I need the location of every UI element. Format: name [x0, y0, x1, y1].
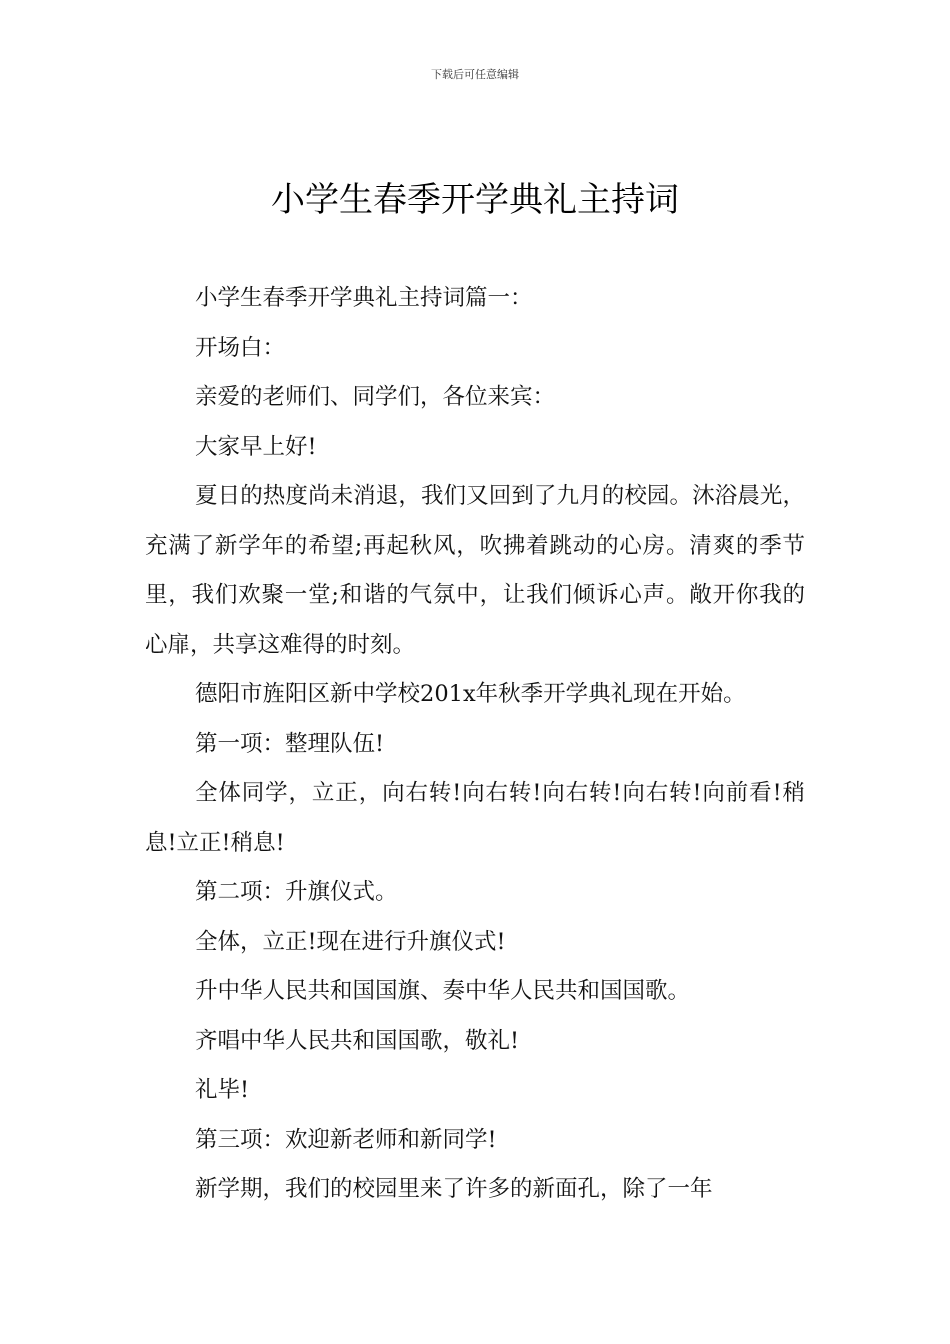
- paragraph-heading: 小学生春季开学典礼主持词篇一：: [195, 285, 533, 311]
- paragraph-item-one: 第一项：整理队伍!: [195, 730, 385, 757]
- paragraph-new-semester: 新学期，我们的校园里来了许多的新面孔，除了一年: [195, 1176, 713, 1202]
- page-header: 下载后可任意编辑: [431, 68, 519, 81]
- paragraph-drill: 全体同学，立正，向右转!向右转!向右转!向右转!向前看!稍息!立正!稍息!: [145, 780, 805, 856]
- paragraph-item-three: 第三项：欢迎新老师和新同学!: [195, 1126, 497, 1153]
- paragraph-opening: 开场白：: [195, 334, 286, 361]
- paragraph-summer: 夏日的热度尚未消退，我们又回到了九月的校园。沐浴晨光，充满了新学年的希望;再起秋风，吹拂着跳动的心房。清爽的季节里，我们欢聚一堂;和谐的气氛中，让我们倾诉心声。敞开你我的心扉，共享这难得的时刻。: [145, 483, 805, 658]
- paragraph-flag: 升中华人民共和国国旗、奏中华人民共和国国歌。: [195, 978, 691, 1004]
- paragraph-anthem: 齐唱中华人民共和国国歌，敬礼!: [195, 1027, 520, 1054]
- document-title: 小学生春季开学典礼主持词: [271, 180, 679, 220]
- document-body: [145, 274, 805, 1215]
- paragraph-salute-end: 礼毕!: [195, 1077, 250, 1103]
- paragraph-greeting: 亲爱的老师们、同学们，各位来宾：: [195, 384, 556, 410]
- paragraph-attention: 全体，立正!现在进行升旗仪式!: [195, 928, 506, 955]
- paragraph-item-two: 第二项：升旗仪式。: [195, 879, 398, 905]
- paragraph-ceremony-start: 德阳市旌阳区新中学校201x年秋季开学典礼现在开始。: [195, 681, 746, 707]
- paragraph-good-morning: 大家早上好!: [195, 433, 317, 460]
